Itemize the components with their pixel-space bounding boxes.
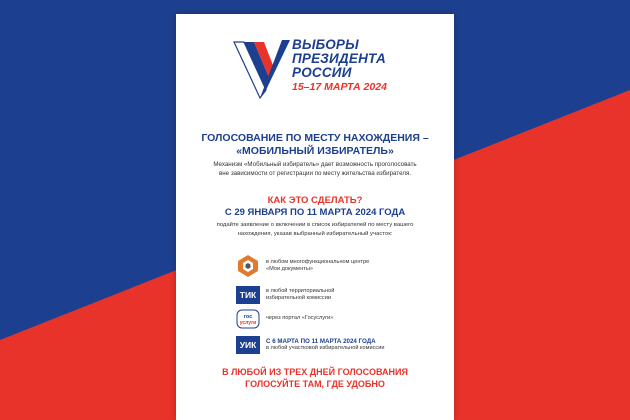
uik-badge	[236, 333, 260, 357]
option-tik-line1: в любой территориальной	[266, 287, 335, 294]
election-title	[292, 38, 422, 94]
lead-paragraph	[194, 161, 436, 178]
option-gosuslugi-line1: через портал «Госуслуги»	[266, 315, 334, 322]
option-tik	[236, 283, 426, 307]
instructions-line2: нахождения, указав выбранный избирательный участок:	[237, 230, 393, 237]
page-title	[176, 132, 454, 158]
option-gosuslugi-text	[266, 307, 416, 331]
option-uik-text	[266, 333, 416, 357]
page-title-line2: «МОБИЛЬНЫЙ ИЗБИРАТЕЛЬ»	[236, 145, 394, 157]
application-period: С 29 ЯНВАРЯ ПО 11 МАРТА 2024 ГОДА	[224, 207, 406, 218]
instructions-line1: подайте заявление о включении в список избирателей по месту вашего	[216, 222, 414, 228]
poster	[176, 14, 454, 420]
election-dates: 15–17 МАРТА 2024	[292, 81, 387, 93]
application-instructions	[198, 221, 432, 238]
option-mfc-line2: «Мои документы»	[266, 266, 313, 272]
option-mfc-line1: в любом многофункциональном центре	[266, 258, 370, 265]
lead-line2: вне зависимости от регистрации по месту жительства избирателя.	[218, 169, 412, 177]
uik-badge-label: УИК	[236, 336, 260, 354]
option-tik-line2: избирательной комиссии	[266, 295, 331, 301]
election-title-line1: ВЫБОРЫ	[292, 37, 359, 52]
option-uik-line2: в любой участковой избирательной комиссии	[266, 345, 385, 351]
call-to-action	[176, 366, 454, 390]
option-mfc-text	[266, 254, 416, 278]
tik-badge	[236, 283, 260, 307]
option-tik-text	[266, 283, 416, 307]
tricolor-v-logo-icon	[232, 38, 292, 100]
election-title-line2: ПРЕЗИДЕНТА	[292, 51, 386, 66]
gosuslugi-logo-bottom: услуги	[239, 320, 257, 326]
election-title-line3: РОССИИ	[292, 65, 352, 80]
page-title-line1: ГОЛОСОВАНИЕ ПО МЕСТУ НАХОЖДЕНИЯ –	[201, 132, 429, 144]
tik-badge-label: ТИК	[236, 286, 260, 304]
option-gosuslugi	[236, 307, 426, 331]
option-uik	[236, 333, 426, 357]
gosuslugi-logo-top: гос	[243, 314, 253, 320]
cta-line1: В ЛЮБОЙ ИЗ ТРЕХ ДНЕЙ ГОЛОСОВАНИЯ	[222, 367, 408, 377]
how-to-heading: КАК ЭТО СДЕЛАТЬ?	[267, 195, 363, 206]
lead-line1: Механизм «Мобильный избиратель» дает возможность проголосовать	[213, 161, 417, 168]
option-mfc	[236, 254, 426, 278]
cta-line2: ГОЛОСУЙТЕ ТАМ, ГДЕ УДОБНО	[245, 379, 385, 389]
gosuslugi-icon	[236, 307, 260, 331]
option-uik-line1: С 6 МАРТА ПО 11 МАРТА 2024 ГОДА	[266, 337, 376, 345]
mfc-icon	[236, 254, 260, 278]
